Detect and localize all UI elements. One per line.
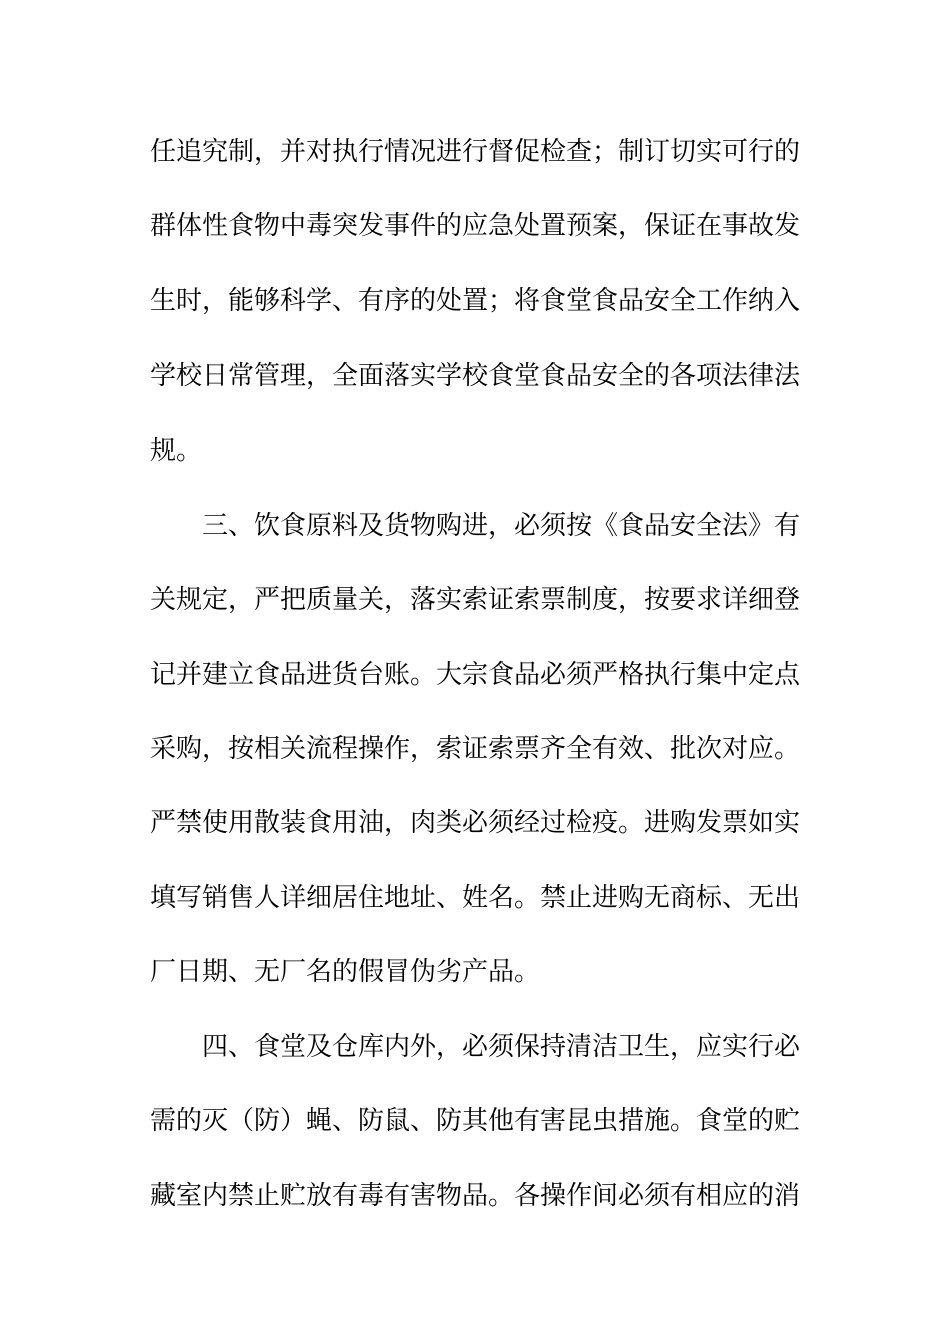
text-line: 任追究制，并对执行情况进行督促检查；制订切实可行的: [150, 137, 801, 167]
text-line: 采购，按相关流程操作，索证索票齐全有效、批次对应。: [150, 734, 801, 764]
text-line: 需的灭（防）蝇、防鼠、防其他有害昆虫措施。食堂的贮: [150, 1106, 801, 1136]
text-line: 藏室内禁止贮放有毒有害物品。各操作间必须有相应的消: [150, 1181, 801, 1211]
text-line: 群体性食物中毒突发事件的应急处置预案，保证在事故发: [150, 211, 801, 241]
text-line: 严禁使用散装食用油，肉类必须经过检疫。进购发票如实: [150, 808, 801, 838]
text-line: 填写销售人详细居住地址、姓名。禁止进购无商标、无出: [150, 883, 801, 913]
text-line: 规。: [150, 436, 203, 466]
text-line: 关规定，严把质量关，落实索证索票制度，按要求详细登: [150, 585, 801, 615]
text-line: 记并建立食品进货台账。大宗食品必须严格执行集中定点: [150, 660, 801, 690]
paragraph-start-line: 三、饮食原料及货物购进，必须按《食品安全法》有: [202, 511, 801, 541]
text-line: 厂日期、无厂名的假冒伪劣产品。: [150, 957, 541, 987]
paragraph-start-line: 四、食堂及仓库内外，必须保持清洁卫生，应实行必: [202, 1032, 801, 1062]
text-line: 学校日常管理，全面落实学校食堂食品安全的各项法律法: [150, 361, 801, 391]
text-line: 生时，能够科学、有序的处置；将食堂食品安全工作纳入: [150, 286, 801, 316]
